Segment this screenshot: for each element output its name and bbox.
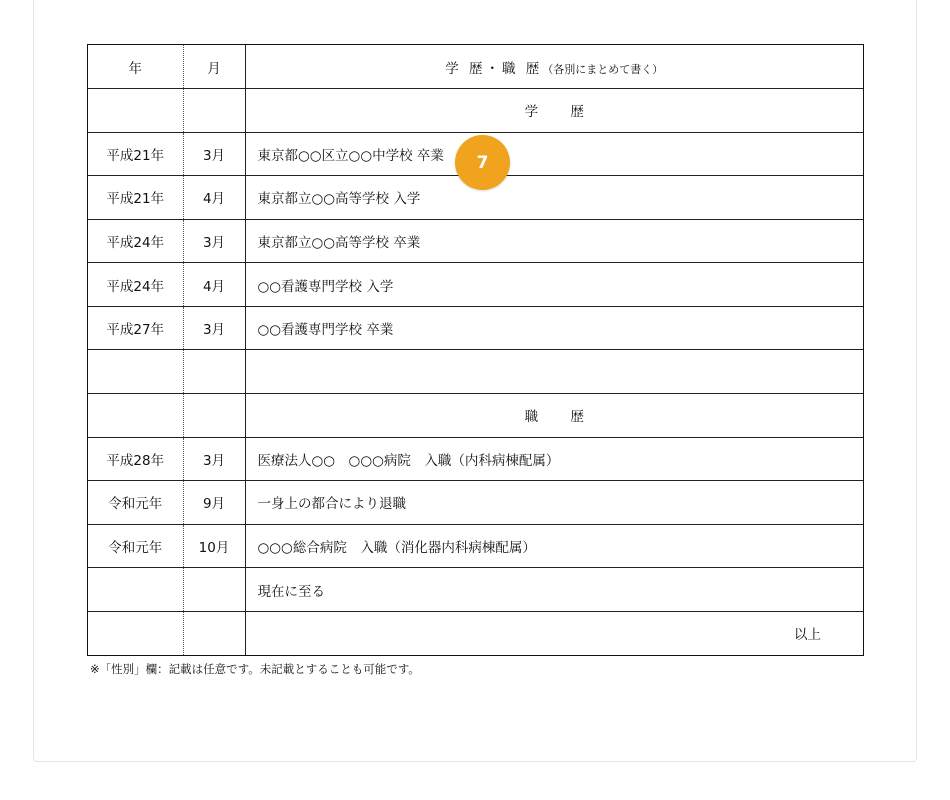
row-text: 現在に至る <box>245 568 863 612</box>
row-year: 令和元年 <box>88 481 183 525</box>
row-year: 平成24年 <box>88 219 183 263</box>
header-title-main: 学 歴・職 歴 <box>445 60 543 77</box>
row-text: 東京都○○区立○○中学校 卒業 <box>245 132 863 176</box>
row-month: 3月 <box>183 219 245 263</box>
row-year: 平成21年 <box>88 176 183 220</box>
row-month: 3月 <box>183 132 245 176</box>
closing-row <box>88 611 863 655</box>
table-row <box>88 568 863 612</box>
row-month <box>183 568 245 612</box>
header-title <box>245 45 863 89</box>
row-year: 平成27年 <box>88 306 183 350</box>
row-month: 10月 <box>183 524 245 568</box>
row-text: ○○看護専門学校 入学 <box>245 263 863 307</box>
work-section-row <box>88 394 863 438</box>
step-number-badge: 7 <box>455 135 510 190</box>
row-year: 令和元年 <box>88 524 183 568</box>
table-row <box>88 481 863 525</box>
blank-row <box>88 350 863 394</box>
closing-label: 以上 <box>794 627 821 644</box>
row-year: 平成24年 <box>88 263 183 307</box>
row-month: 4月 <box>183 263 245 307</box>
table-row <box>88 219 863 263</box>
header-title-note: （各別にまとめて書く） <box>542 62 664 76</box>
row-year <box>88 568 183 612</box>
row-month: 4月 <box>183 176 245 220</box>
row-month: 3月 <box>183 306 245 350</box>
table-row <box>88 263 863 307</box>
row-text: 東京都立○○高等学校 卒業 <box>245 219 863 263</box>
work-section-label: 職 歴 <box>245 394 863 438</box>
education-section-row <box>88 89 863 133</box>
row-text: 一身上の都合により退職 <box>245 481 863 525</box>
row-year: 平成28年 <box>88 437 183 481</box>
footnote: ※「性別」欄：記載は任意です。未記載とすることも可能です。 <box>90 662 420 676</box>
row-year: 平成21年 <box>88 132 183 176</box>
row-text: 医療法人○○ ○○○病院 入職（内科病棟配属） <box>245 437 863 481</box>
education-section-label: 学 歴 <box>245 89 863 133</box>
row-month: 3月 <box>183 437 245 481</box>
table-row <box>88 524 863 568</box>
row-text: ○○看護専門学校 卒業 <box>245 306 863 350</box>
row-month: 9月 <box>183 481 245 525</box>
header-month: 月 <box>183 45 245 89</box>
header-row <box>88 45 863 89</box>
row-text: ○○○総合病院 入職（消化器内科病棟配属） <box>245 524 863 568</box>
row-text: 東京都立○○高等学校 入学 <box>245 176 863 220</box>
header-year: 年 <box>88 45 183 89</box>
table-row <box>88 306 863 350</box>
table-row <box>88 437 863 481</box>
